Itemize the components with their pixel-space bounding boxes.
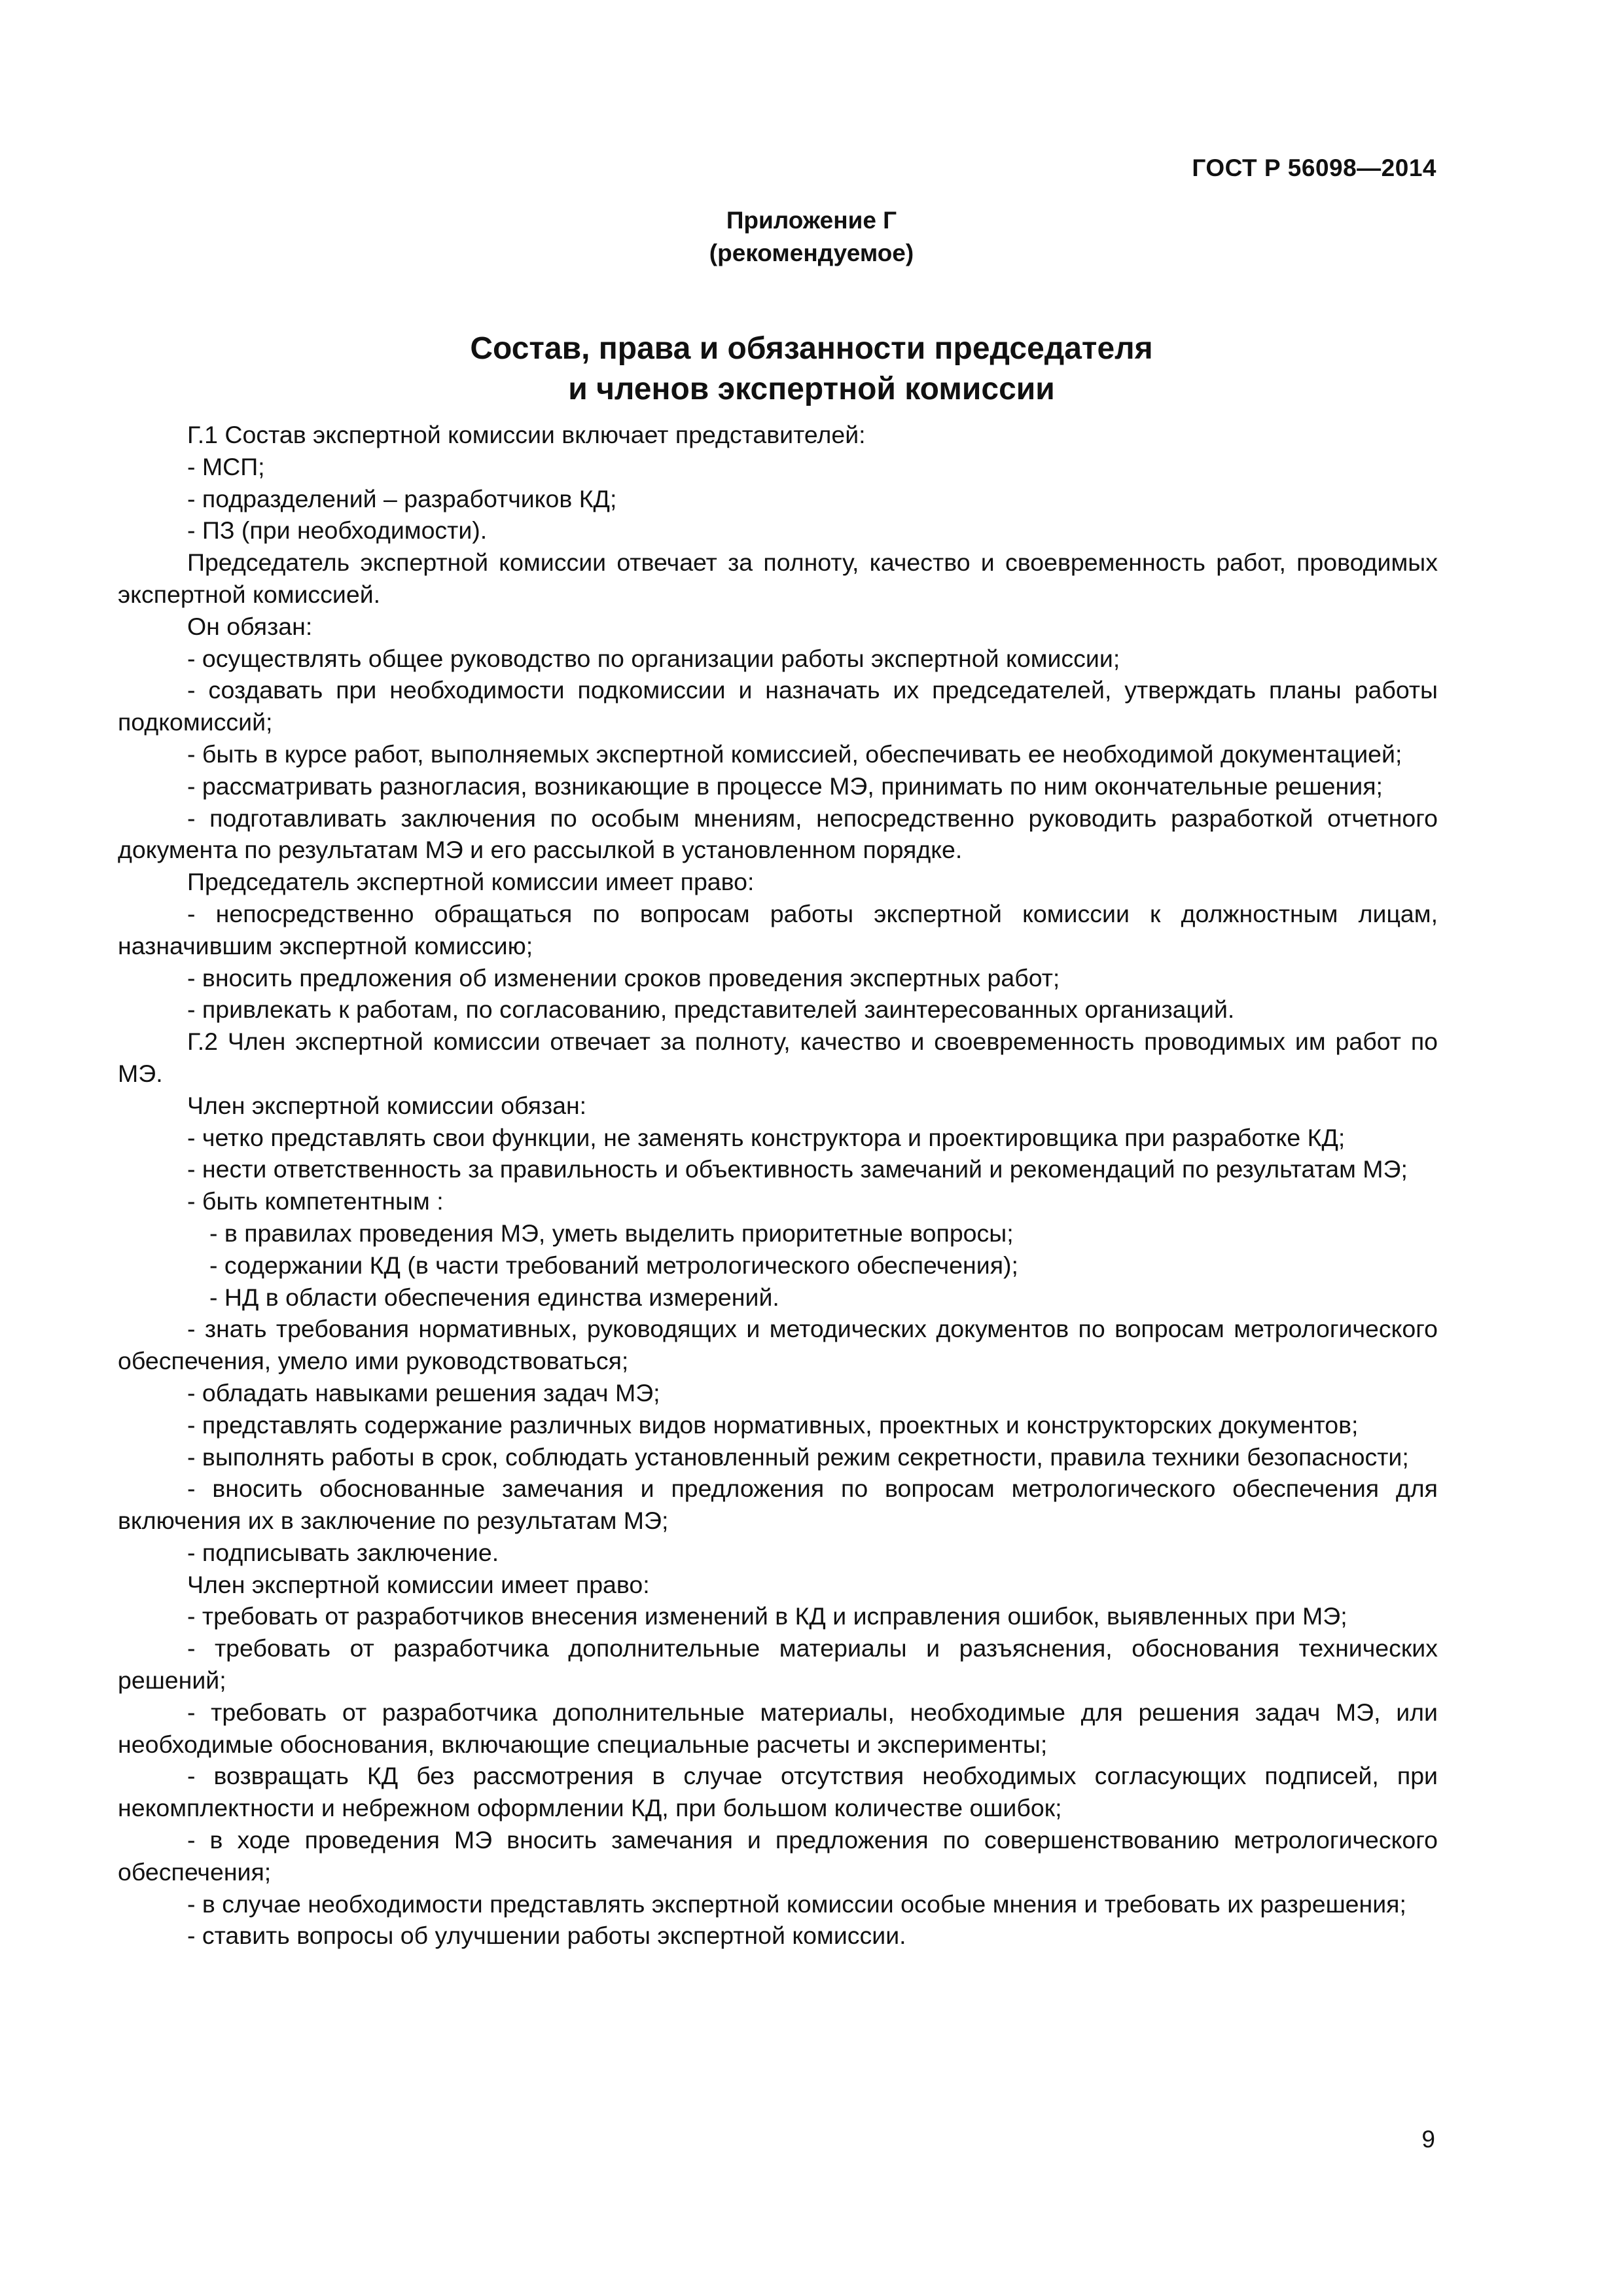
page-number: 9	[1421, 2126, 1435, 2153]
section-title	[0, 329, 1623, 410]
list-item: - выполнять работы в срок, соблюдать установленный режим секретности, правила техники безопасности;	[187, 1443, 1409, 1471]
list-item: - быть компетентным :	[187, 1187, 444, 1215]
list-item: - ПЗ (при необходимости).	[187, 516, 488, 545]
list-item: - в случае необходимости представлять экспертной комиссии особые мнения и требовать их разрешения;	[187, 1890, 1406, 1918]
list-item: - вносить обоснованные замечания и предложения по вопросам метрологического обеспечения для включения их в заключение по результатам МЭ;	[118, 1475, 1438, 1535]
list-item: - рассматривать разногласия, возникающие в процессе МЭ, принимать по ним окончательные решения;	[187, 772, 1383, 800]
list-item: - представлять содержание различных видов нормативных, проектных и конструкторских документов;	[187, 1410, 1359, 1439]
sub-list-item: - в правилах проведения МЭ, уметь выделить приоритетные вопросы;	[209, 1219, 1014, 1247]
list-item: - подготавливать заключения по особым мнениям, непосредственно руководить разработкой отчетного документа по результатам МЭ и его рассылкой в установленном порядке.	[118, 804, 1438, 864]
appendix-heading	[0, 204, 1623, 270]
list-item: - знать требования нормативных, руководящих и методических документов по вопросам метрологического обеспечения, умело ими руководствоваться;	[118, 1315, 1438, 1375]
list-item: - осуществлять общее руководство по организации работы экспертной комиссии;	[187, 644, 1120, 672]
list-item: - подразделений – разработчиков КД;	[187, 484, 617, 512]
list-item: - быть в курсе работ, выполняемых экспертной комиссией, обеспечивать ее необходимой документацией;	[187, 740, 1402, 768]
paragraph: Председатель экспертной комиссии имеет право:	[187, 868, 755, 896]
list-item: - требовать от разработчиков внесения изменений в КД и исправления ошибок, выявленных при МЭ;	[187, 1602, 1347, 1630]
list-item: - нести ответственность за правильность и объективность замечаний и рекомендаций по результатам МЭ;	[187, 1155, 1408, 1183]
list-item: - ставить вопросы об улучшении работы экспертной комиссии.	[187, 1922, 906, 1950]
list-item: - четко представлять свои функции, не заменять конструктора и проектировщика при разработке КД;	[187, 1123, 1346, 1151]
section-title-line-1: Состав, права и обязанности председателя	[470, 331, 1153, 366]
list-item: - создавать при необходимости подкомиссии и назначать их председателей, утверждать планы работы подкомиссий;	[118, 676, 1438, 736]
body-text	[118, 419, 1438, 1952]
paragraph: Председатель экспертной комиссии отвечает за полноту, качество и своевременность работ, проводимых экспертной комиссией.	[118, 548, 1438, 608]
list-item: - требовать от разработчика дополнительные материалы и разъяснения, обоснования технических решений;	[118, 1634, 1438, 1695]
appendix-label: Приложение Г	[726, 207, 897, 234]
list-item: - привлекать к работам, по согласованию, представителей заинтересованных организаций.	[187, 996, 1235, 1024]
list-item: - обладать навыками решения задач МЭ;	[187, 1378, 660, 1407]
appendix-type: (рекомендуемое)	[709, 240, 914, 266]
paragraph: Член экспертной комиссии имеет право:	[187, 1570, 650, 1598]
list-item: - МСП;	[187, 452, 265, 480]
section-title-line-2: и членов экспертной комиссии	[568, 372, 1055, 406]
paragraph: Г.2 Член экспертной комиссии отвечает за полноту, качество и своевременность проводимых им работ по МЭ.	[118, 1028, 1438, 1087]
list-item: - подписывать заключение.	[187, 1538, 499, 1566]
list-item: - в ходе проведения МЭ вносить замечания и предложения по совершенствованию метрологического обеспечения;	[118, 1826, 1438, 1886]
list-item: - вносить предложения об изменении сроков проведения экспертных работ;	[187, 963, 1060, 992]
sub-list-item: - НД в области обеспечения единства измерений.	[209, 1283, 779, 1311]
list-item: - требовать от разработчика дополнительные материалы, необходимые для решения задач МЭ, или необходимые обоснования, включающие специальные расчеты и эксперименты;	[118, 1698, 1438, 1758]
list-item: - возвращать КД без рассмотрения в случае отсутствия необходимых согласующих подписей, при некомплектности и небрежном оформлении КД, при большом количестве ошибок;	[118, 1762, 1438, 1822]
paragraph: Он обязан:	[187, 612, 313, 640]
sub-list-item: - содержании КД (в части требований метрологического обеспечения);	[209, 1251, 1018, 1279]
list-item: - непосредственно обращаться по вопросам работы экспертной комиссии к должностным лицам, назначившим экспертной комиссию;	[118, 899, 1438, 960]
document-code: ГОСТ Р 56098—2014	[1192, 154, 1436, 181]
paragraph: Г.1 Состав экспертной комиссии включает представителей:	[187, 421, 866, 448]
paragraph: Член экспертной комиссии обязан:	[187, 1091, 587, 1119]
